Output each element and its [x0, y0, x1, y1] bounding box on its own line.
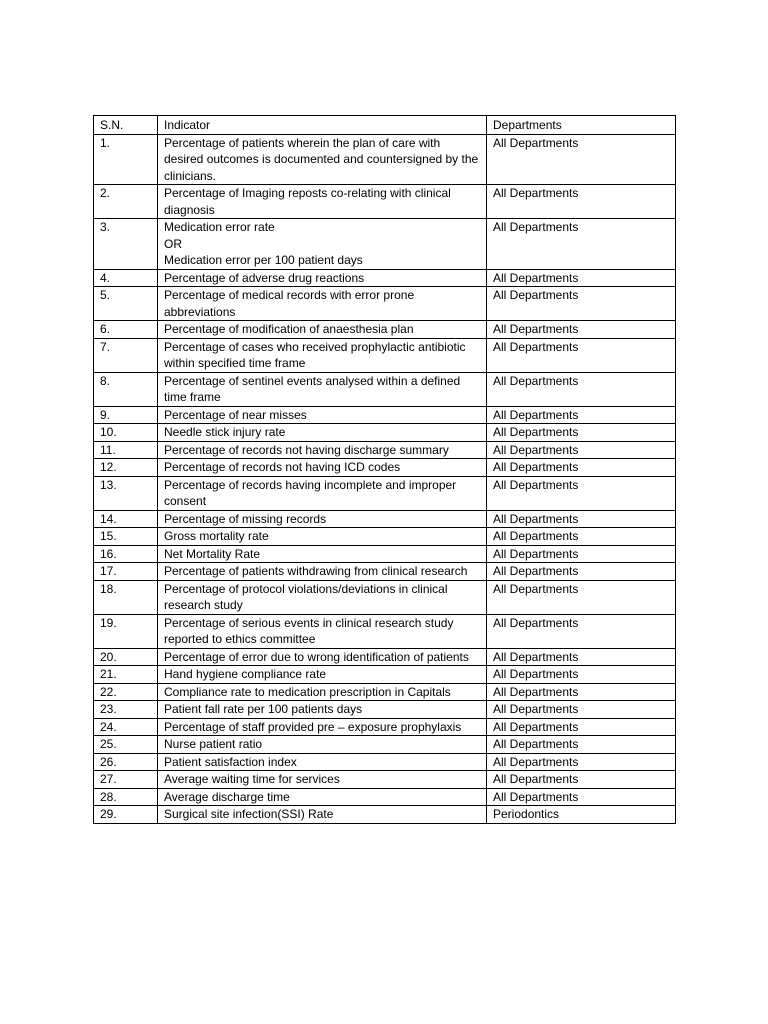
cell-departments: All Departments — [487, 372, 676, 406]
cell-indicator — [158, 545, 487, 563]
cell-sn: 1. — [94, 134, 158, 185]
cell-indicator — [158, 287, 487, 321]
cell-departments: Periodontics — [487, 806, 676, 824]
cell-sn: 15. — [94, 528, 158, 546]
cell-sn: 4. — [94, 269, 158, 287]
table-row — [94, 666, 676, 684]
cell-indicator — [158, 528, 487, 546]
cell-sn: 23. — [94, 701, 158, 719]
cell-sn: 3. — [94, 219, 158, 270]
cell-indicator — [158, 666, 487, 684]
cell-sn: 27. — [94, 771, 158, 789]
table-row — [94, 648, 676, 666]
cell-sn: 26. — [94, 753, 158, 771]
indicator-text: Medication error rate OR Medication error per 100 patient days — [164, 220, 363, 267]
cell-departments: All Departments — [487, 219, 676, 270]
table-header-row — [94, 116, 676, 135]
indicator-text: Surgical site infection(SSI) Rate — [164, 807, 334, 821]
cell-indicator — [158, 701, 487, 719]
cell-sn: 6. — [94, 321, 158, 339]
table-row — [94, 510, 676, 528]
header-indicator: Indicator — [158, 116, 487, 135]
cell-departments: All Departments — [487, 701, 676, 719]
indicator-text: Patient fall rate per 100 patients days — [164, 702, 363, 716]
indicator-text: Net Mortality Rate — [164, 546, 261, 561]
cell-sn: 29. — [94, 806, 158, 824]
cell-sn: 5. — [94, 287, 158, 321]
indicator-text: Percentage of staff provided pre – exposure prophylaxis — [164, 719, 462, 734]
indicator-text: Percentage of cases who received prophylactic antibiotic within specified time frame — [164, 339, 466, 370]
cell-indicator — [158, 753, 487, 771]
cell-indicator — [158, 788, 487, 806]
cell-indicator — [158, 134, 487, 185]
cell-sn: 19. — [94, 614, 158, 648]
cell-departments: All Departments — [487, 510, 676, 528]
table-row — [94, 528, 676, 546]
cell-departments: All Departments — [487, 476, 676, 510]
cell-sn: 22. — [94, 683, 158, 701]
cell-indicator — [158, 406, 487, 424]
table-row — [94, 287, 676, 321]
cell-indicator — [158, 683, 487, 701]
indicator-text: Percentage of Imaging reposts co-relating with clinical diagnosis — [164, 186, 451, 217]
table-row — [94, 459, 676, 477]
cell-departments: All Departments — [487, 321, 676, 339]
cell-indicator — [158, 459, 487, 477]
cell-sn: 12. — [94, 459, 158, 477]
cell-departments: All Departments — [487, 563, 676, 581]
cell-indicator — [158, 476, 487, 510]
indicator-text: Percentage of medical records with error prone abbreviations — [164, 288, 415, 319]
cell-sn: 13. — [94, 476, 158, 510]
table-row — [94, 269, 676, 287]
cell-sn: 10. — [94, 424, 158, 442]
cell-sn: 8. — [94, 372, 158, 406]
table-row — [94, 185, 676, 219]
cell-indicator — [158, 338, 487, 372]
cell-indicator — [158, 736, 487, 754]
cell-sn: 20. — [94, 648, 158, 666]
indicator-text: Percentage of patients withdrawing from clinical research — [164, 564, 468, 578]
cell-departments: All Departments — [487, 771, 676, 789]
cell-departments: All Departments — [487, 269, 676, 287]
indicator-text: Compliance rate to medication prescription in Capitals — [164, 684, 451, 699]
table-row — [94, 321, 676, 339]
table-row — [94, 545, 676, 563]
cell-indicator — [158, 614, 487, 648]
indicator-text: Percentage of records not having discharge summary — [164, 442, 449, 457]
header-departments: Departments — [487, 116, 676, 135]
indicator-text: Percentage of protocol violations/deviations in clinical research study — [164, 581, 448, 612]
table-row — [94, 614, 676, 648]
cell-sn: 9. — [94, 406, 158, 424]
cell-departments: All Departments — [487, 134, 676, 185]
cell-indicator — [158, 648, 487, 666]
cell-departments: All Departments — [487, 614, 676, 648]
indicator-text: Nurse patient ratio — [164, 737, 263, 751]
cell-departments: All Departments — [487, 185, 676, 219]
cell-sn: 17. — [94, 563, 158, 581]
cell-departments: All Departments — [487, 424, 676, 442]
table-row — [94, 219, 676, 270]
indicators-table — [93, 115, 676, 824]
cell-sn: 7. — [94, 338, 158, 372]
cell-departments: All Departments — [487, 459, 676, 477]
indicator-text: Patient satisfaction index — [164, 754, 297, 769]
cell-departments: All Departments — [487, 648, 676, 666]
cell-departments: All Departments — [487, 736, 676, 754]
cell-departments: All Departments — [487, 788, 676, 806]
table-row — [94, 563, 676, 581]
cell-departments: All Departments — [487, 683, 676, 701]
cell-indicator — [158, 806, 487, 824]
table-row — [94, 338, 676, 372]
table-row — [94, 718, 676, 736]
cell-departments: All Departments — [487, 545, 676, 563]
indicator-text: Percentage of records not having ICD codes — [164, 460, 401, 474]
indicator-text: Percentage of near misses — [164, 407, 307, 422]
cell-departments: All Departments — [487, 528, 676, 546]
table-row — [94, 441, 676, 459]
indicator-text: Percentage of records having incomplete and improper consent — [164, 477, 457, 508]
indicator-text: Percentage of serious events in clinical research study reported to ethics committee — [164, 615, 454, 646]
table-row — [94, 683, 676, 701]
cell-departments: All Departments — [487, 718, 676, 736]
cell-indicator — [158, 510, 487, 528]
table-row — [94, 580, 676, 614]
cell-sn: 2. — [94, 185, 158, 219]
cell-departments: All Departments — [487, 338, 676, 372]
cell-indicator — [158, 580, 487, 614]
cell-sn: 28. — [94, 788, 158, 806]
cell-indicator — [158, 563, 487, 581]
table-row — [94, 788, 676, 806]
table-row — [94, 736, 676, 754]
table-row — [94, 771, 676, 789]
indicator-text: Percentage of missing records — [164, 511, 327, 526]
indicator-text: Percentage of patients wherein the plan of care with desired outcomes is documented and countersigned by the clinicians. — [164, 135, 479, 183]
indicator-text: Percentage of sentinel events analysed within a defined time frame — [164, 373, 461, 404]
cell-sn: 24. — [94, 718, 158, 736]
cell-indicator — [158, 771, 487, 789]
header-sn: S.N. — [94, 116, 158, 135]
cell-indicator — [158, 269, 487, 287]
table-row — [94, 372, 676, 406]
indicator-text: Needle stick injury rate — [164, 425, 286, 439]
table-row — [94, 134, 676, 185]
table-row — [94, 476, 676, 510]
cell-departments: All Departments — [487, 580, 676, 614]
table-row — [94, 753, 676, 771]
table-row — [94, 701, 676, 719]
indicator-text: Percentage of adverse drug reactions — [164, 270, 365, 285]
cell-sn: 11. — [94, 441, 158, 459]
indicator-text: Average waiting time for services — [164, 772, 340, 786]
cell-departments: All Departments — [487, 441, 676, 459]
cell-indicator — [158, 185, 487, 219]
table-row — [94, 806, 676, 824]
cell-indicator — [158, 219, 487, 270]
cell-sn: 21. — [94, 666, 158, 684]
cell-sn: 18. — [94, 580, 158, 614]
indicator-text: Percentage of modification of anaesthesia plan — [164, 322, 414, 336]
indicator-text: Gross mortality rate — [164, 529, 269, 543]
cell-departments: All Departments — [487, 287, 676, 321]
cell-sn: 25. — [94, 736, 158, 754]
cell-indicator — [158, 424, 487, 442]
indicator-text: Hand hygiene compliance rate — [164, 667, 327, 681]
cell-departments: All Departments — [487, 753, 676, 771]
table-row — [94, 406, 676, 424]
cell-indicator — [158, 441, 487, 459]
indicator-text: Average discharge time — [164, 789, 290, 804]
cell-indicator — [158, 718, 487, 736]
cell-departments: All Departments — [487, 666, 676, 684]
cell-sn: 16. — [94, 545, 158, 563]
cell-sn: 14. — [94, 510, 158, 528]
indicator-text: Percentage of error due to wrong identification of patients — [164, 649, 469, 664]
table-row — [94, 424, 676, 442]
cell-indicator — [158, 321, 487, 339]
table-body — [94, 134, 676, 823]
cell-indicator — [158, 372, 487, 406]
cell-departments: All Departments — [487, 406, 676, 424]
